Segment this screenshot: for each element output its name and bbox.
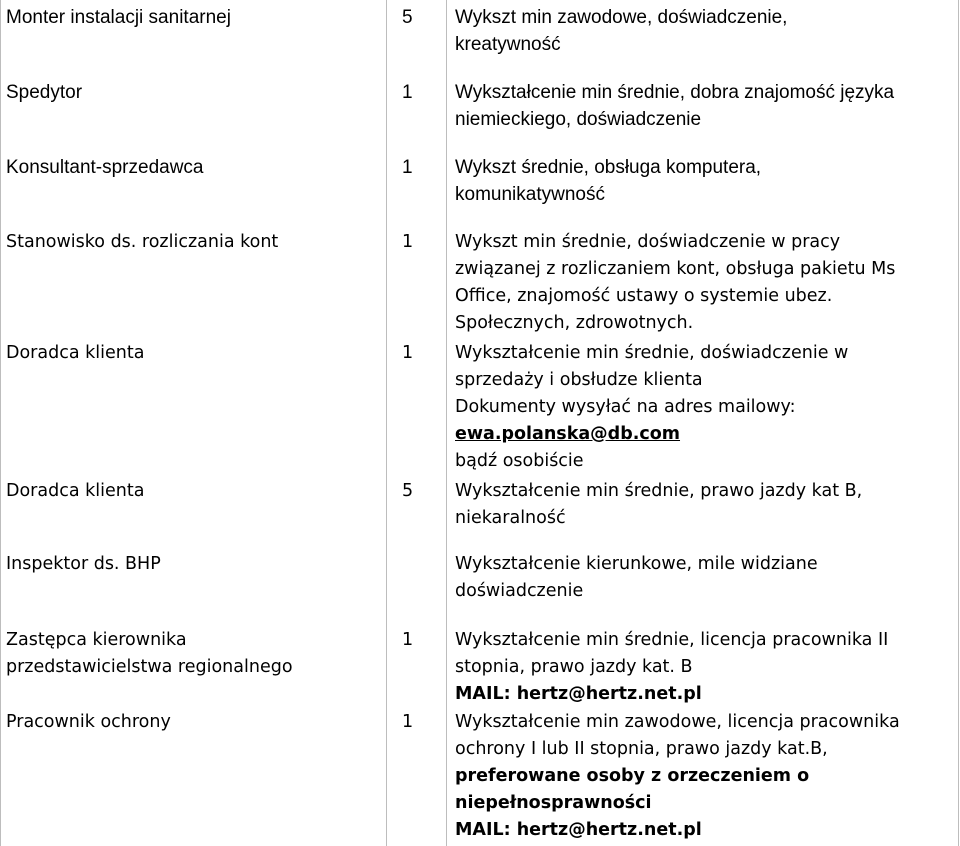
requirements-cell: Wykszt min średnie, doświadczenie w pracy związanej z rozliczaniem kont, obsługa pakietu Ms Office, znajomość ustawy o systemie ubez. Społecznych, zdrowotnych. xyxy=(455,232,896,333)
count-cell: 1 xyxy=(402,157,413,178)
position-cell: Inspektor ds. BHP xyxy=(6,554,161,574)
column-divider-2 xyxy=(446,0,447,846)
requirements-cell: Wykszt min zawodowe, doświadczenie, kreatywność xyxy=(455,7,788,55)
requirements-cell: Wykształcenie min średnie, dobra znajomość języka niemieckiego, doświadczenie xyxy=(455,82,895,130)
position-cell: Stanowisko ds. rozliczania kont xyxy=(6,232,279,252)
position-cell: Monter instalacji sanitarnej xyxy=(6,7,231,28)
requirements-cell: Wykształcenie min zawodowe, licencja pracownika ochrony I lub II stopnia, prawo jazdy kat.B, preferowane osoby z orzeczeniem o niepełnosprawności MAIL: hertz@hertz.net.pl xyxy=(455,709,955,844)
count-cell: 1 xyxy=(402,343,414,363)
count-cell: 1 xyxy=(402,82,413,103)
count-cell: 5 xyxy=(402,7,413,28)
column-divider-1 xyxy=(386,0,387,846)
requirements-cell: Wykształcenie min średnie, prawo jazdy kat B, niekaralność xyxy=(455,481,863,528)
requirements-cell: Wykszt średnie, obsługa komputera, komunikatywność xyxy=(455,157,762,205)
table-border-left xyxy=(0,0,1,846)
email-text: MAIL: hertz@hertz.net.pl xyxy=(455,820,702,840)
count-cell: 1 xyxy=(402,712,414,732)
position-cell: Doradca klienta xyxy=(6,343,145,363)
position-cell: Konsultant-sprzedawca xyxy=(6,157,204,178)
requirements-cell: Wykształcenie min średnie, doświadczenie w sprzedaży i obsłudze klienta Dokumenty wysyłać na adres mailowy: ewa.polanska@db.com bądź osobiście xyxy=(455,340,955,475)
position-cell: Doradca klienta xyxy=(6,481,145,501)
position-cell: Zastępca kierownika przedstawicielstwa regionalnego xyxy=(6,630,293,677)
requirements-cell: Wykształcenie kierunkowe, mile widziane doświadczenie xyxy=(455,554,818,601)
email-text: MAIL: hertz@hertz.net.pl xyxy=(455,684,702,704)
count-cell: 5 xyxy=(402,481,414,501)
preference-note: preferowane osoby z orzeczeniem o xyxy=(455,766,810,786)
count-cell: 1 xyxy=(402,630,414,650)
count-cell: 1 xyxy=(402,232,414,252)
position-cell: Spedytor xyxy=(6,82,83,103)
requirements-cell: Wykształcenie min średnie, licencja pracownika II stopnia, prawo jazdy kat. B MAIL: hertz@hertz.net.pl xyxy=(455,627,955,708)
table-border-right xyxy=(958,0,959,846)
email-link[interactable]: ewa.polanska@db.com xyxy=(455,424,681,444)
preference-note: niepełnosprawności xyxy=(455,793,652,813)
position-cell: Pracownik ochrony xyxy=(6,712,171,732)
